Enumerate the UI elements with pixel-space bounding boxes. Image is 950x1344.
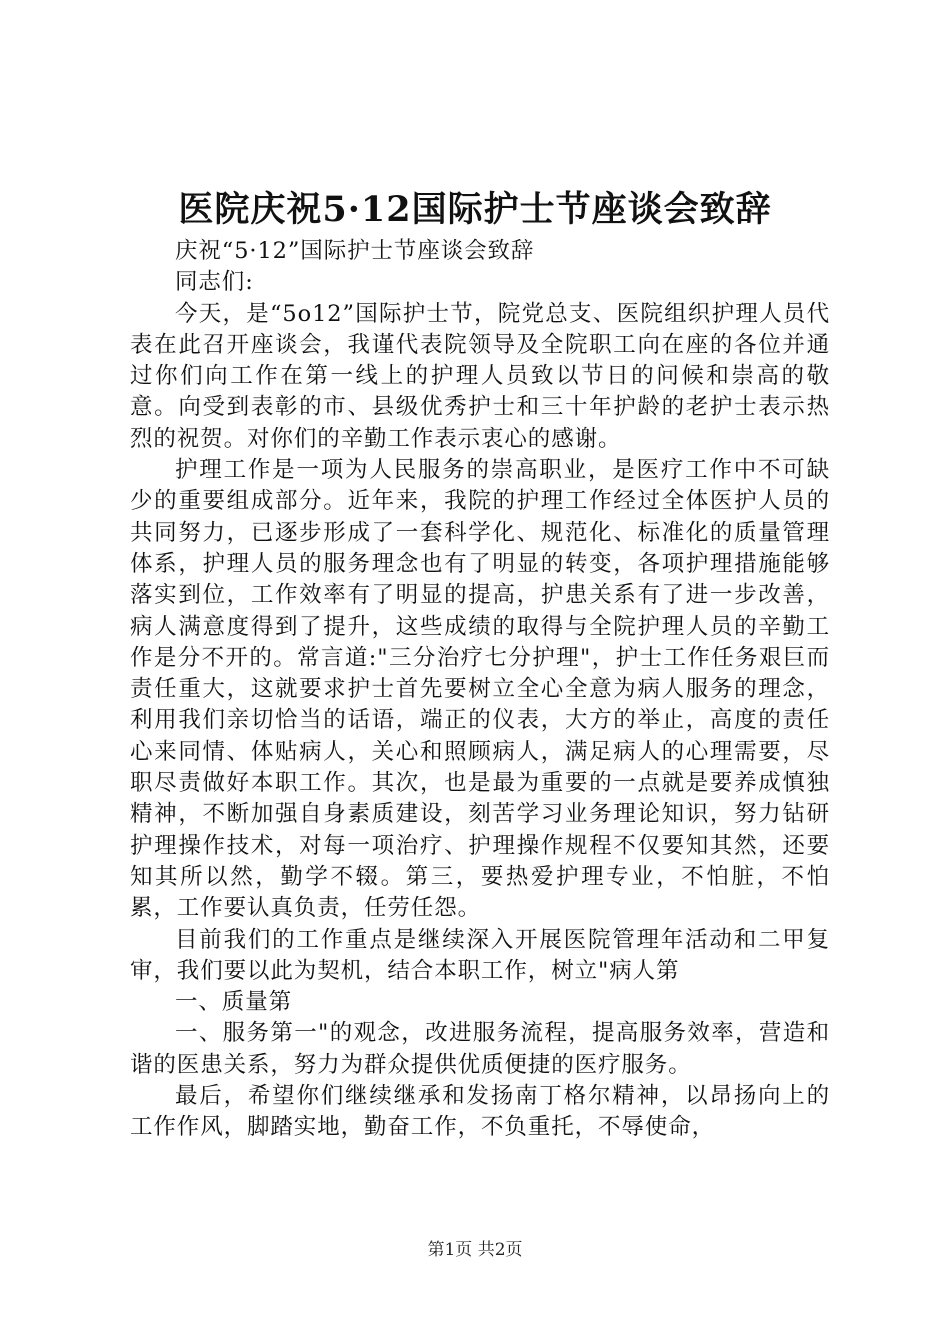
document-title: 医院庆祝5·12国际护士节座谈会致辞 [178,189,772,230]
body-paragraph: 最后，希望你们继续继承和发扬南丁格尔精神，以昂扬向上的工作作风，脚踏实地，勤奋工作，不负重托，不辱使命， [130,1083,830,1141]
body-paragraph: 目前我们的工作重点是继续深入开展医院管理年活动和二甲复审，我们要以此为契机，结合本职工作，树立"病人第 [130,926,830,984]
subtitle-paragraph: 庆祝“5·12”国际护士节座谈会致辞 [175,238,535,264]
body-paragraph: 一、质量第 [175,989,293,1016]
body-paragraph: 今天，是“5o12”国际护士节，院党总支、医院组织护理人员代表在此召开座谈会，我谨代表院领导及全院职工向在座的各位并通过你们向工作在第一线上的护理人员致以节日的问候和崇高的敬意。向受到表彰的市、县级优秀护士和三十年护龄的老护士表示热烈的祝贺。对你们的辛勤工作表示衷心的感谢。 [130,300,830,452]
body-paragraph: 护理工作是一项为人民服务的崇高职业，是医疗工作中不可缺少的重要组成部分。近年来，我院的护理工作经过全体医护人员的共同努力，已逐步形成了一套科学化、规范化、标准化的质量管理体系，护理人员的服务理念也有了明显的转变，各项护理措施能够落实到位，工作效率有了明显的提高，护患关系有了进一步改善，病人满意度得到了提升，这些成绩的取得与全院护理人员的辛勤工作是分不开的。常言道:"三分治疗七分护理"，护士工作任务艰巨而责任重大，这就要求护士首先要树立全心全意为病人服务的理念，利用我们亲切恰当的话语，端正的仪表，大方的举止，高度的责任心来同情、体贴病人，关心和照顾病人，满足病人的心理需要，尽职尽责做好本职工作。其次，也是最为重要的一点就是要养成慎独精神，不断加强自身素质建设，刻苦学习业务理论知识，努力钻研护理操作技术，对每一项治疗、护理操作规程不仅要知其然，还要知其所以然，勤学不辍。第三，要热爱护理专业，不怕脏，不怕累，工作要认真负责，任劳任怨。 [130,457,830,922]
body-paragraph: 一、服务第一"的观念，改进服务流程，提高服务效率，营造和谐的医患关系，努力为群众提供优质便捷的医疗服务。 [130,1020,830,1078]
page-number-footer: 第1页 共2页 [427,1240,523,1260]
salutation-paragraph: 同志们: [175,269,254,296]
document-body [130,236,830,1144]
